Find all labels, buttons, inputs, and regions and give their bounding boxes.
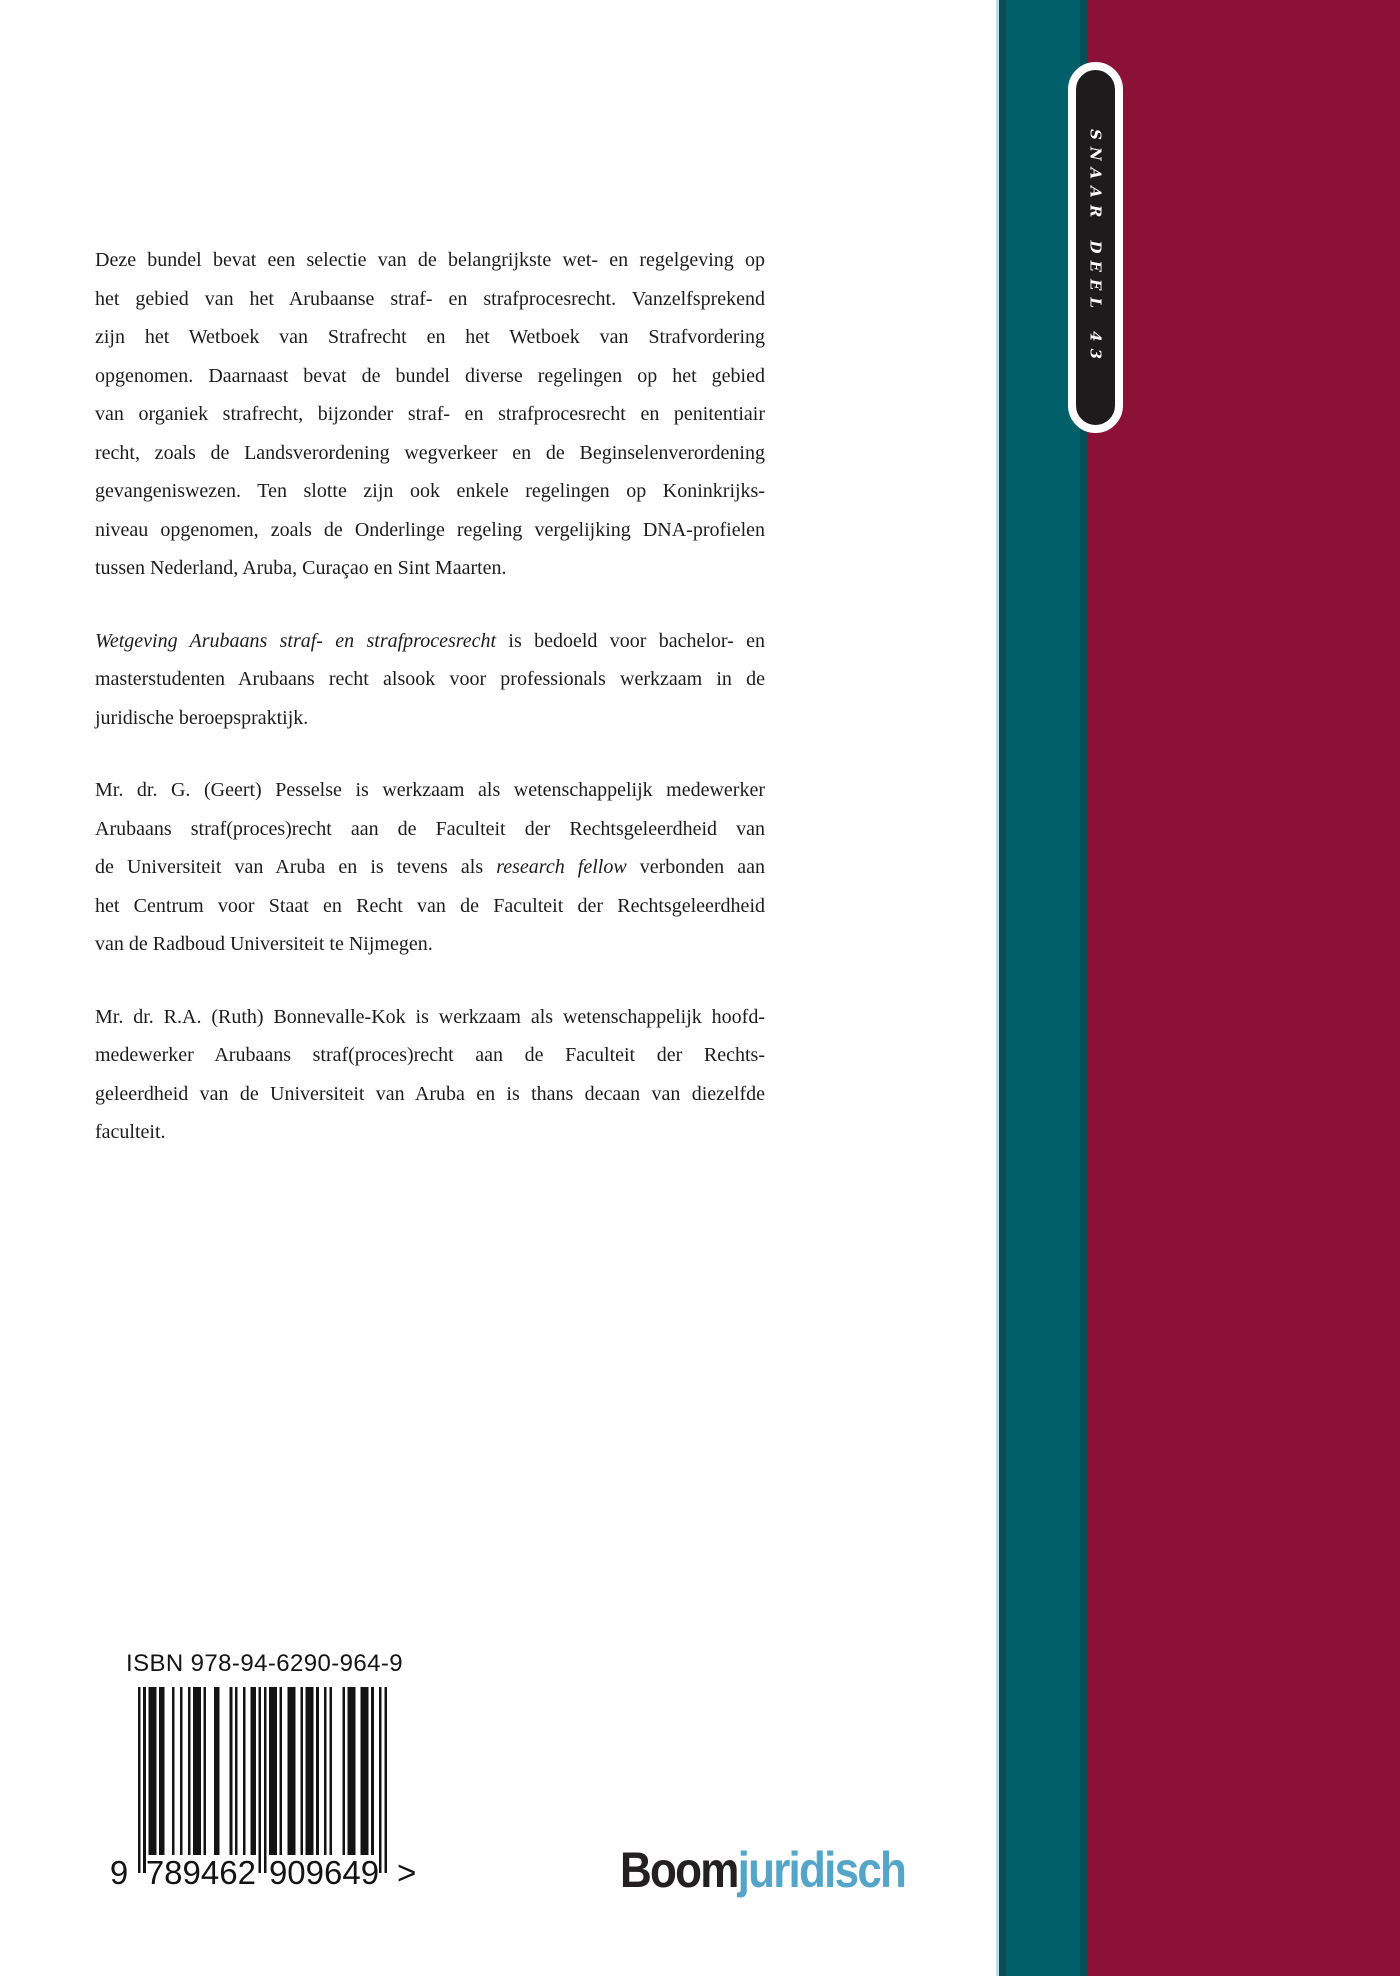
paragraph (95, 998, 765, 1152)
text-line: niveau opgenomen, zoals de Onderlinge regeling vergelijking DNA-profielen (95, 518, 765, 541)
text-line: zijn het Wetboek van Strafrecht en het Wetboek van Strafvordering (95, 326, 765, 348)
cover-stripe-maroon (1087, 0, 1400, 1976)
text-line: Mr. dr. G. (Geert) Pesselse is werkzaam als wetenschappelijk medewerker (95, 779, 765, 801)
text-line: faculteit. (95, 1121, 166, 1143)
text-line: juridische beroepspraktijk. (95, 706, 309, 729)
paragraph (95, 241, 765, 588)
publisher-logo-boom: Boom (620, 1842, 738, 1898)
isbn-barcode (95, 1687, 435, 1892)
text-line: geleerdheid van de Universiteit van Aruba en is thans decaan van diezelfde (95, 1082, 765, 1105)
text-line: masterstudenten Arubaans recht alsook voor professionals werkzaam in de (95, 668, 765, 690)
text-line: recht, zoals de Landsverordening wegverkeer en de Beginselenverordening (95, 441, 765, 464)
text-line: het Centrum voor Staat en Recht van de Faculteit der Rechtsgeleerdheid (95, 894, 765, 917)
barcode-trailing-chevron: > (397, 1854, 417, 1891)
text-line: Deze bundel bevat een selectie van de belangrijkste wet- en regelgeving op (95, 249, 765, 271)
publisher-logo-juridisch: juridisch (737, 1842, 906, 1898)
text-line: tussen Nederland, Aruba, Curaçao en Sint Maarten. (95, 557, 507, 579)
isbn-label: ISBN 978-94-6290-964-9 (126, 1650, 403, 1677)
series-badge-label: SNAAR DEEL 43 (1086, 128, 1105, 367)
text-line: van de Radboud Universiteit te Nijmegen. (95, 933, 433, 955)
blurb-text-block (95, 241, 765, 1152)
barcode-digits-group1: 789462 (145, 1854, 256, 1891)
publisher-logo (620, 1842, 906, 1898)
text-line: opgenomen. Daarnaast bevat de bundel diverse regelingen op het gebied (95, 364, 765, 387)
barcode-digits-group2: 909649 (268, 1854, 380, 1891)
barcode-digit-left: 9 (109, 1854, 129, 1891)
text-line: van organiek strafrecht, bijzonder straf- en strafprocesrecht en penitentiair (95, 403, 765, 425)
text-line: medewerker Arubaans straf(proces)recht aan de Faculteit der Rechts- (95, 1044, 765, 1066)
paragraph (95, 771, 765, 964)
text-line: gevangeniswezen. Ten slotte zijn ook enkele regelingen op Koninkrijks- (95, 480, 765, 502)
series-badge (1068, 62, 1123, 433)
text-line: Mr. dr. R.A. (Ruth) Bonnevalle-Kok is werkzaam als wetenschappelijk hoofd- (95, 1005, 765, 1028)
text-line: Arubaans straf(proces)recht aan de Faculteit der Rechtsgeleerdheid van (95, 817, 765, 840)
paragraph (95, 622, 765, 738)
text-line: de Universiteit van Aruba en is tevens als research fellow verbonden aan (95, 856, 765, 878)
text-line: het gebied van het Arubaanse straf- en strafprocesrecht. Vanzelfsprekend (95, 287, 765, 310)
text-line: Wetgeving Arubaans straf- en strafprocesrecht is bedoeld voor bachelor- en (95, 629, 766, 652)
